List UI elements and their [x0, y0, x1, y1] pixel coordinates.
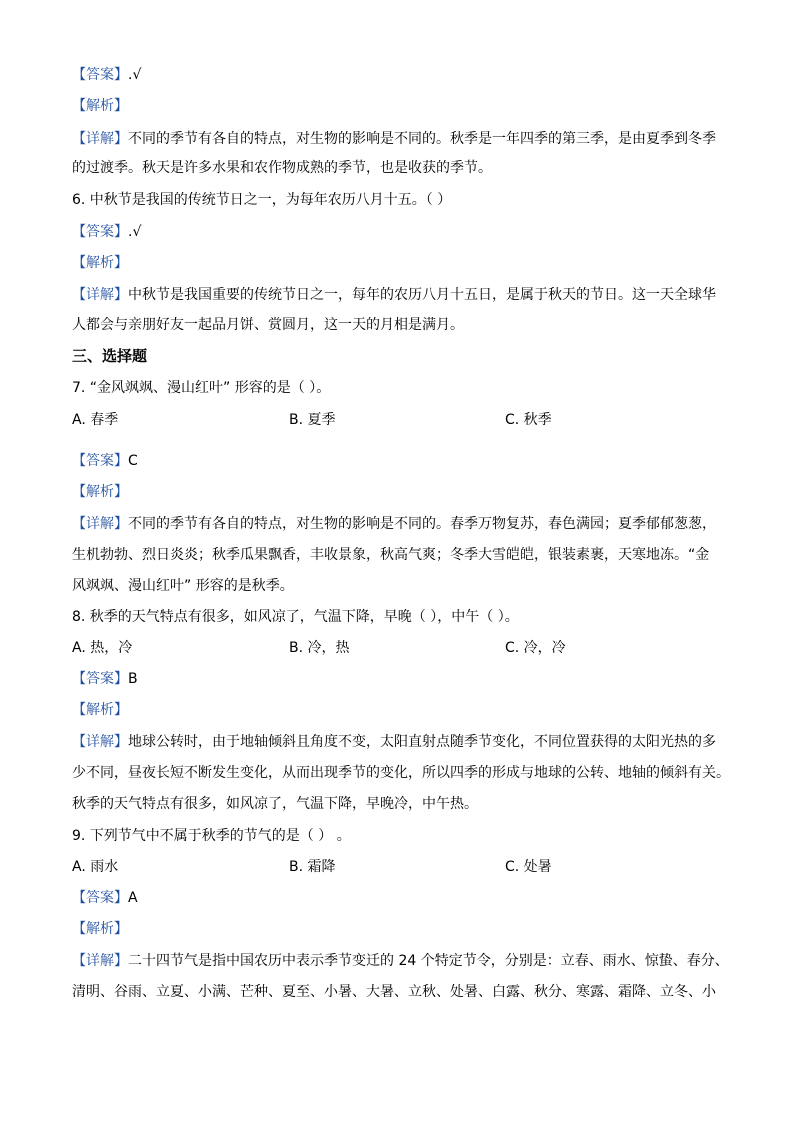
q9-answer-line	[72, 888, 138, 908]
detail-text: 二十四节气是指中国农历中表示季节变迁的 24 个特定节令，分别是：立春、雨水、惊蛰、春分、	[128, 953, 729, 969]
question-text: 9. 下列节气中不属于秋季的节气的是（ ） 。	[72, 828, 351, 844]
q5-analysis-line	[72, 96, 128, 116]
q8-answer-line	[72, 669, 138, 689]
detail-text: 生机勃勃、烈日炎炎；秋季瓜果飘香，丰收景象，秋高气爽；冬季大雪皑皑，银装素裹，天寒地冻。“金	[72, 547, 710, 563]
q7-detail-line-1	[72, 514, 716, 534]
q9-detail-line-2	[72, 982, 716, 1002]
q6-detail-line-2	[72, 315, 464, 335]
answer-value: A	[128, 890, 138, 906]
answer-tag: 【答案】	[72, 671, 128, 687]
analysis-tag: 【解析】	[72, 484, 128, 500]
q7-option-b: B. 夏季	[289, 412, 336, 428]
q8-detail-line-3	[72, 794, 478, 814]
q7-answer-line	[72, 451, 138, 471]
q7-question	[72, 378, 330, 398]
q9-analysis-line	[72, 919, 128, 939]
answer-tag: 【答案】	[72, 67, 128, 83]
detail-tag: 【详解】	[72, 516, 128, 532]
q8-option-a: A. 热，冷	[72, 640, 133, 656]
q9-option-b: B. 霜降	[289, 859, 336, 875]
detail-text: 少不同，昼夜长短不断发生变化，从而出现季节的变化，所以四季的形成与地球的公转、地轴的倾斜有关。	[72, 765, 730, 781]
question-text: 7. “金风飒飒、漫山红叶” 形容的是（ ）。	[72, 380, 331, 396]
analysis-tag: 【解析】	[72, 921, 128, 937]
question-text: 8. 秋季的天气特点有很多，如风凉了，气温下降，早晚（ ），中午（ ）。	[72, 609, 519, 625]
detail-text: 风飒飒、漫山红叶” 形容的是秋季。	[72, 578, 294, 594]
q6-answer-line	[72, 222, 141, 242]
detail-tag: 【详解】	[72, 131, 128, 147]
q8-detail-line-1	[72, 732, 716, 752]
detail-text: 清明、谷雨、立夏、小满、芒种、夏至、小暑、大暑、立秋、处暑、白露、秋分、寒露、霜降、立冬、小	[72, 984, 716, 1000]
q7-option-a: A. 春季	[72, 412, 119, 428]
q6-detail-line-1	[72, 285, 716, 305]
q9-question	[72, 826, 351, 846]
detail-text: 地球公转时，由于地轴倾斜且角度不变，太阳直射点随季节变化，不同位置获得的太阳光热的多	[128, 734, 716, 750]
q9-detail-line-1	[72, 951, 729, 971]
q7-option-c: C. 秋季	[505, 412, 552, 428]
detail-text: 不同的季节有各自的特点，对生物的影响是不同的。春季万物复苏，春色满园；夏季郁郁葱葱，	[128, 516, 716, 532]
answer-value: .√	[128, 67, 142, 83]
q7-analysis-line	[72, 482, 128, 502]
detail-tag: 【详解】	[72, 953, 128, 969]
q8-detail-line-2	[72, 763, 730, 783]
detail-tag: 【详解】	[72, 287, 128, 303]
answer-tag: 【答案】	[72, 453, 128, 469]
answer-value: B	[128, 671, 138, 687]
detail-text: 的过渡季。秋天是许多水果和农作物成熟的季节，也是收获的季节。	[72, 160, 492, 176]
q5-detail-line-1	[72, 129, 716, 149]
analysis-tag: 【解析】	[72, 98, 128, 114]
q8-analysis-line	[72, 700, 128, 720]
q8-question	[72, 607, 519, 627]
answer-tag: 【答案】	[72, 224, 128, 240]
answer-tag: 【答案】	[72, 890, 128, 906]
detail-text: 中秋节是我国重要的传统节日之一，每年的农历八月十五日，是属于秋天的节日。这一天全球华	[128, 287, 716, 303]
detail-text: 不同的季节有各自的特点，对生物的影响是不同的。秋季是一年四季的第三季，是由夏季到冬季	[128, 131, 716, 147]
q9-option-a: A. 雨水	[72, 859, 119, 875]
answer-value: .√	[128, 224, 142, 240]
answer-value: C	[128, 453, 138, 469]
q5-answer-line	[72, 65, 141, 85]
section-title: 三、选择题	[72, 347, 148, 365]
q7-detail-line-2	[72, 545, 709, 565]
q6-question	[72, 190, 451, 210]
q9-option-c: C. 处暑	[505, 859, 552, 875]
detail-text: 秋季的天气特点有很多，如风凉了，气温下降，早晚冷，中午热。	[72, 796, 478, 812]
q7-detail-line-3	[72, 576, 294, 596]
detail-text: 人都会与亲朋好友一起品月饼、赏圆月，这一天的月相是满月。	[72, 317, 464, 333]
analysis-tag: 【解析】	[72, 702, 128, 718]
q6-analysis-line	[72, 253, 128, 273]
question-text: 6. 中秋节是我国的传统节日之一，为每年农历八月十五。（ ）	[72, 192, 452, 208]
q8-option-b: B. 冷，热	[289, 640, 350, 656]
analysis-tag: 【解析】	[72, 255, 128, 271]
detail-tag: 【详解】	[72, 734, 128, 750]
q8-option-c: C. 冷，冷	[505, 640, 566, 656]
q5-detail-line-2	[72, 158, 492, 178]
